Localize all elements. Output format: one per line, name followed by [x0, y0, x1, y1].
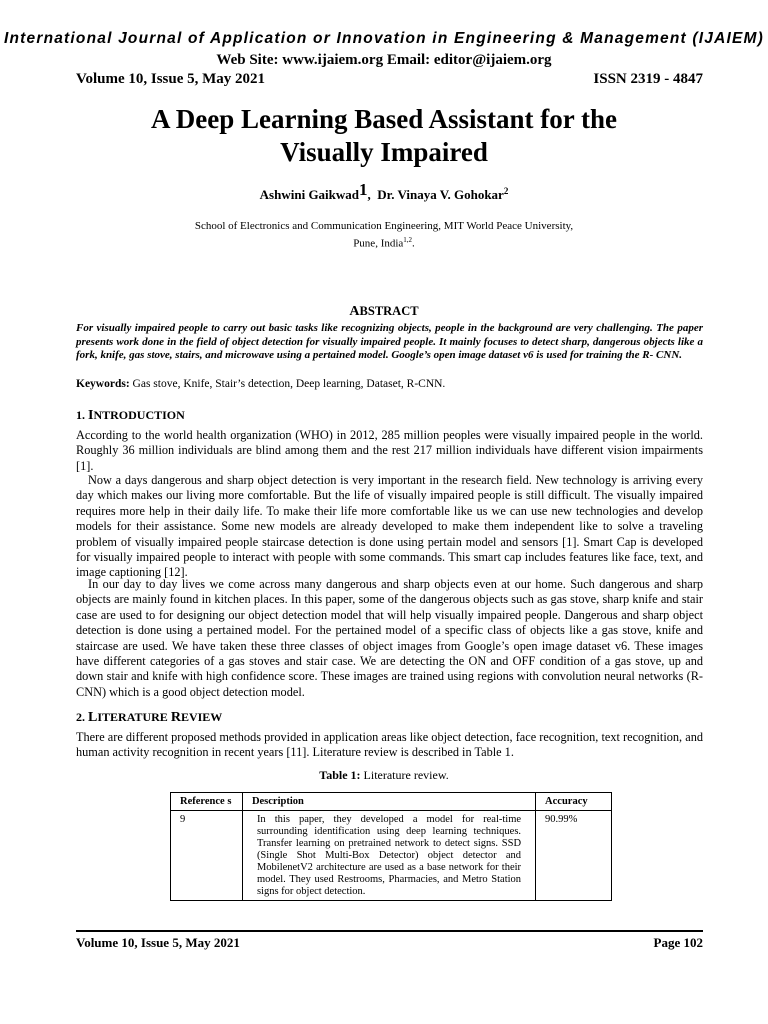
- section-1-num: 1.: [76, 408, 88, 422]
- section-2-num: 2.: [76, 710, 88, 724]
- keywords: [76, 377, 703, 391]
- author-1: Ashwini Gaikwad: [259, 187, 360, 202]
- section-1-cap: I: [88, 408, 94, 423]
- intro-paragraph-3: In our day to day lives we come across many dangerous and sharp objects even at our home. Such dangerous and sharp objects are mainly found in kitchen places. In this paper, some of the dangerous objects such as gas stove, sharp knife and stair case are used to for designing our object detection model that will help visually impaired people. Dangerous and sharp object detection is done using a pertained model. For the pertained model of a specific class of objects like a gas stove, knife and staircase are used. We have taken these three classes of object images from Google’s open image dataset v6. These images have different categories of a gas stoves and stair case. We are detecting the ON and OFF condition of a gas stove, up and down stair and knife with high confidence score. These images are trained using regions with convolution neural networks (R-CNN) which is a good object detection model.: [76, 577, 703, 699]
- volume-info: Volume 10, Issue 5, May 2021: [76, 71, 266, 87]
- table-caption-text: Literature review.: [360, 768, 449, 782]
- paper-title: [0, 103, 768, 169]
- affiliation: [0, 219, 768, 251]
- abstract-heading-cap: A: [349, 304, 360, 319]
- section-2-rest-2: EVIEW: [180, 710, 223, 724]
- table-caption: [0, 768, 768, 783]
- cell-description: In this paper, they developed a model for real-time surrounding identification using deep learning techniques. Transfer learning on pretrained network to detect signs. SSD (Single Shot Multi-Box Detector) object detector and MobilenetV2 architecture are used as a base network for their model. They used Restrooms, Pharmacies, and Metro Station signs for object detection.: [242, 811, 535, 901]
- author-2: Dr. Vinaya V. Gohokar: [377, 187, 504, 202]
- author-2-sup: 2: [503, 186, 509, 196]
- section-2-rest-1: ITERATURE: [97, 710, 171, 724]
- section-heading-literature-review: [76, 710, 222, 726]
- footer-page: Page 102: [653, 935, 703, 950]
- affiliation-end: .: [412, 237, 415, 250]
- header-description: Description: [242, 793, 535, 811]
- section-heading-introduction: [76, 408, 185, 424]
- authors: [0, 180, 768, 204]
- header-references: Reference s: [171, 793, 243, 811]
- affiliation-place: Pune, India: [353, 237, 404, 250]
- table-header-row: [171, 793, 612, 811]
- literature-table: [170, 792, 612, 901]
- abstract-heading-rest: BSTRACT: [359, 304, 419, 318]
- keywords-text: Gas stove, Knife, Stair’s detection, Deep learning, Dataset, R-CNN.: [129, 378, 446, 390]
- author-1-sup: 1: [359, 180, 368, 199]
- literature-paragraph-1: There are different proposed methods provided in application areas like object detection, face recognition, text recognition, and human activity recognition in recent years [11]. Literature review is described in Table 1.: [76, 730, 703, 760]
- abstract-heading: [0, 304, 768, 320]
- title-line-1: A Deep Learning Based Assistant for the: [150, 104, 618, 134]
- affiliation-line-2: [0, 233, 768, 251]
- issn: ISSN 2319 - 4847: [593, 71, 703, 87]
- footer-rule: [76, 930, 703, 932]
- header-accuracy: Accuracy: [536, 793, 612, 811]
- table-caption-label: Table 1:: [319, 768, 361, 782]
- author-sep: ,: [367, 187, 378, 202]
- journal-website: Web Site: www.ijaiem.org Email: editor@ijaiem.org: [216, 52, 552, 68]
- intro-paragraph-2: Now a days dangerous and sharp object detection is very important in the research field. New technology is arriving every day which makes our living more comfortable. But the life of visually impaired people is still difficult. The visually impaired requires more help in their daily life. To make their life more comfortable like us we can use new technologies and develop models for their assistance. Some new models are already developed to make them independent like to solve a traveling problem of visually impaired people staircase detection is done using pertain model and sensors [1]. Smart Cap is developed for visually impaired people to interact with people with some commands. This smart cap includes features like face, text, and image captioning [12].: [76, 473, 703, 580]
- title-line-2: Visually Impaired: [280, 137, 488, 167]
- affiliation-line-1: School of Electronics and Communication Engineering, MIT World Peace University,: [194, 220, 574, 232]
- cell-accuracy: 90.99%: [536, 811, 612, 901]
- cell-reference: 9: [171, 811, 243, 901]
- abstract-text: For visually impaired people to carry out basic tasks like recognizing objects, people in the background are very challenging. The paper presents work done in the field of object detection for visually impaired people. It mainly focuses to detect sharp, dangerous objects like a fork, knife, gas stove, stairs, and microwave using a pertained model. Google’s open image dataset v6 is used for training the R- CNN.: [76, 322, 703, 361]
- affiliation-sup: 1,2: [403, 236, 413, 244]
- table-row: [171, 811, 612, 901]
- section-2-cap-2: R: [170, 710, 181, 725]
- journal-name: International Journal of Application or Innovation in Engineering & Management (IJAIEM): [3, 30, 765, 47]
- section-1-rest: NTRODUCTION: [93, 408, 185, 422]
- footer-volume: Volume 10, Issue 5, May 2021: [76, 935, 240, 950]
- keywords-label: Keywords:: [76, 378, 130, 390]
- intro-paragraph-1: According to the world health organization (WHO) in 2012, 285 million peoples were visually impaired people in the world. Roughly 36 million individuals are blind among them and the rest 217 million individuals have different vision impairments [1].: [76, 428, 703, 473]
- section-2-cap-1: L: [88, 710, 98, 725]
